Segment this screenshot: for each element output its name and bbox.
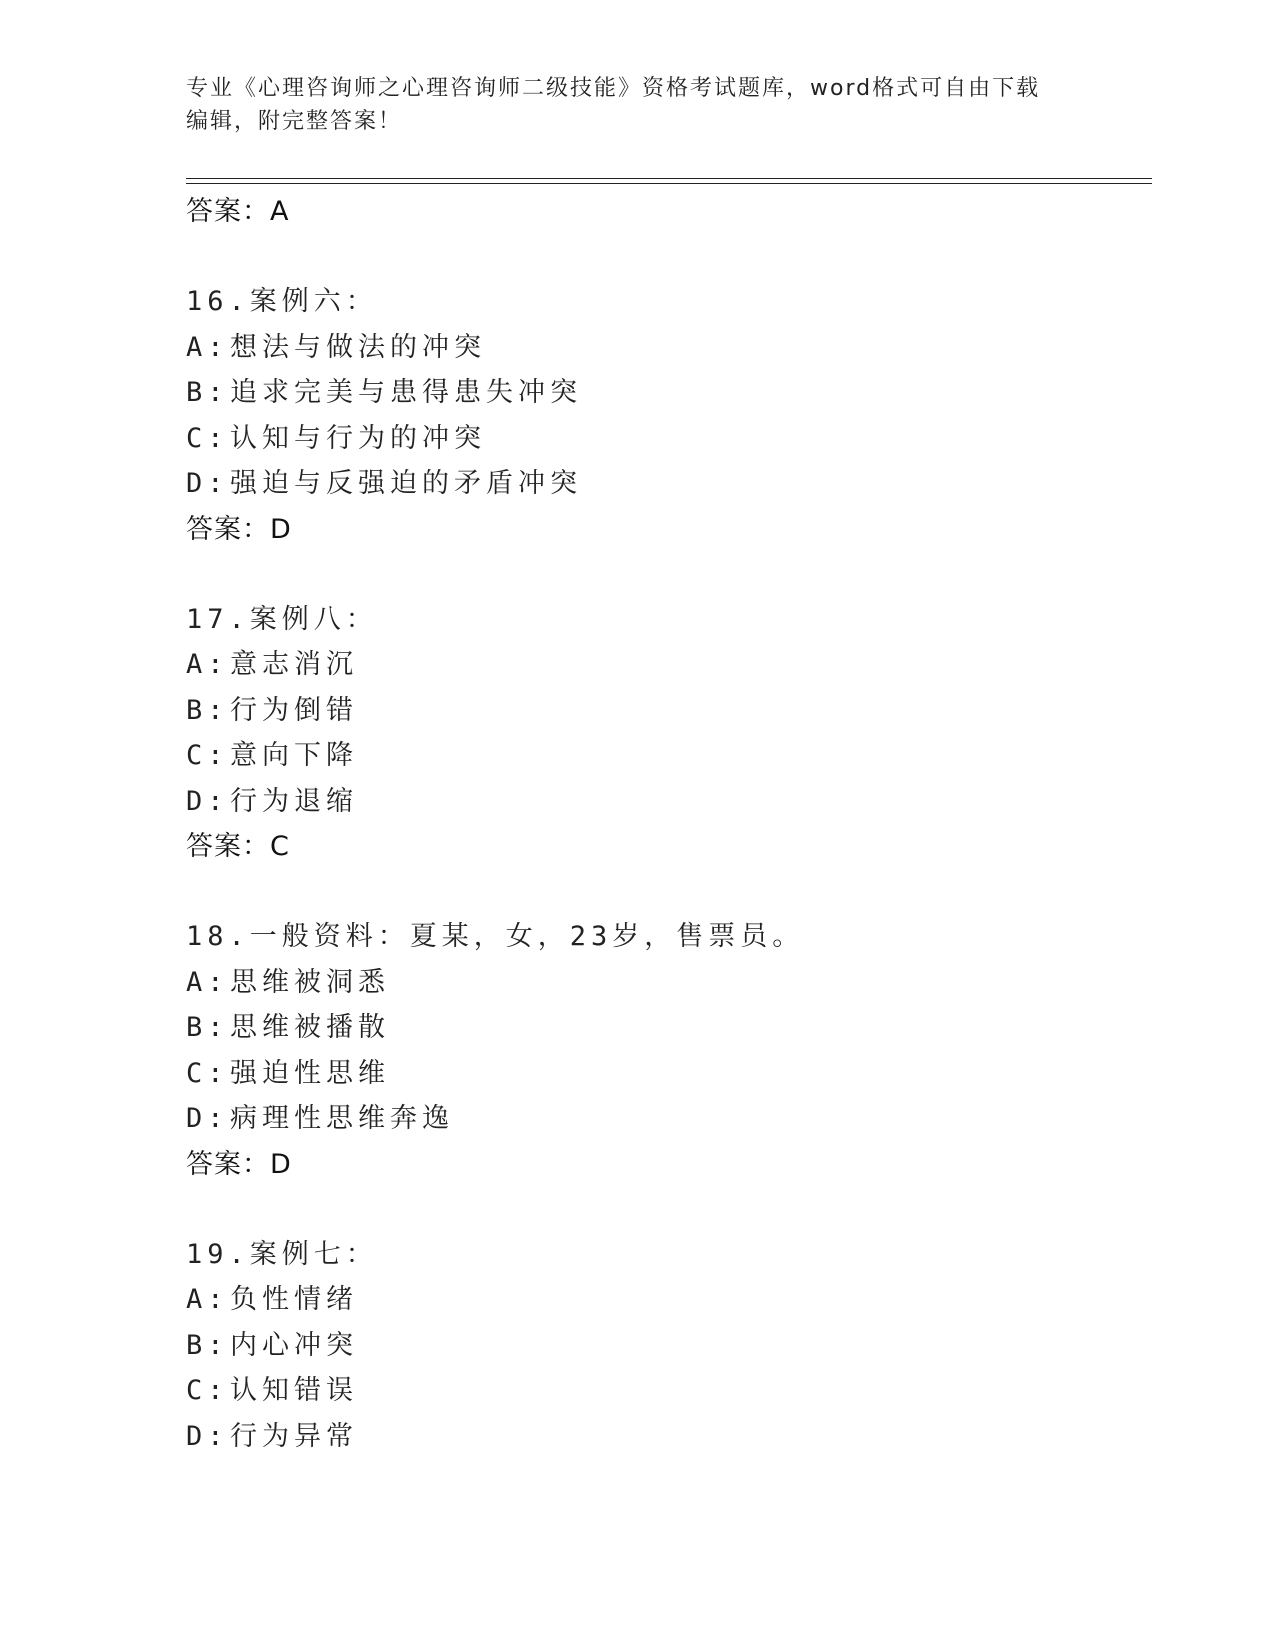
- option-d: [186, 1414, 1152, 1460]
- option-b: [186, 1323, 1152, 1369]
- question-title: 16.案例六：: [186, 286, 378, 317]
- option-letter: D:: [186, 1420, 229, 1452]
- option-c: [186, 416, 1152, 462]
- option-text: 意志消沉: [230, 649, 358, 680]
- question-title: 17.案例八：: [186, 603, 378, 635]
- option-text: 认知与行为的冲突: [230, 422, 486, 454]
- option-text: 思维被播散: [230, 1012, 390, 1043]
- option-letter: D:: [186, 468, 229, 499]
- header-rule-bottom: [186, 183, 1152, 184]
- option-text: 行为异常: [230, 1420, 358, 1452]
- option-d: [186, 1096, 1152, 1142]
- option-letter: D:: [186, 785, 229, 817]
- question-18: [186, 914, 1152, 1188]
- option-text: 强迫与反强迫的矛盾冲突: [230, 468, 582, 499]
- option-letter: B:: [186, 1329, 229, 1361]
- option-b: [186, 688, 1152, 734]
- option-letter: A:: [186, 331, 229, 363]
- option-text: 行为退缩: [230, 785, 358, 817]
- question-16: [186, 279, 1152, 553]
- option-text: 负性情绪: [230, 1284, 358, 1315]
- option-letter: C:: [186, 1057, 229, 1089]
- option-text: 内心冲突: [230, 1329, 358, 1361]
- previous-answer: 答案：A: [186, 196, 290, 227]
- option-b: [186, 1005, 1152, 1051]
- option-text: 意向下降: [230, 740, 358, 771]
- option-b: [186, 370, 1152, 416]
- option-c: [186, 733, 1152, 779]
- question-17: [186, 597, 1152, 871]
- option-d: [186, 779, 1152, 825]
- option-letter: B:: [186, 1012, 229, 1043]
- option-a: [186, 960, 1152, 1006]
- option-letter: B:: [186, 377, 229, 408]
- question-title: 19.案例七：: [186, 1238, 378, 1270]
- option-text: 病理性思维奔逸: [230, 1103, 454, 1134]
- option-letter: A:: [186, 966, 229, 998]
- option-a: [186, 325, 1152, 371]
- header-rule-top: [186, 178, 1152, 179]
- option-text: 思维被洞悉: [230, 966, 390, 998]
- option-text: 行为倒错: [230, 694, 358, 726]
- option-letter: D:: [186, 1103, 229, 1134]
- option-text: 认知错误: [230, 1375, 358, 1406]
- question-19: [186, 1232, 1152, 1460]
- option-c: [186, 1051, 1152, 1097]
- header-line-1: 专业《心理咨询师之心理咨询师二级技能》资格考试题库，word格式可自由下载: [186, 76, 1041, 101]
- question-title: 18.一般资料：夏某，女，23岁，售票员。: [186, 921, 805, 952]
- answer-line: 答案：C: [186, 831, 290, 862]
- option-letter: C:: [186, 422, 229, 454]
- header-line-2: 编辑，附完整答案！: [186, 109, 403, 134]
- option-letter: C:: [186, 1375, 229, 1406]
- option-letter: C:: [186, 740, 229, 771]
- option-letter: A:: [186, 1284, 229, 1315]
- option-a: [186, 642, 1152, 688]
- option-d: [186, 461, 1152, 507]
- option-letter: A:: [186, 649, 229, 680]
- option-text: 追求完美与患得患失冲突: [230, 377, 582, 408]
- option-c: [186, 1368, 1152, 1414]
- option-text: 强迫性思维: [230, 1057, 390, 1089]
- answer-line: 答案：D: [186, 513, 292, 545]
- option-text: 想法与做法的冲突: [230, 331, 486, 363]
- question-list: [186, 189, 1152, 1459]
- option-letter: B:: [186, 694, 229, 726]
- option-a: [186, 1277, 1152, 1323]
- answer-line: 答案：D: [186, 1148, 292, 1180]
- document-header: [186, 72, 1076, 138]
